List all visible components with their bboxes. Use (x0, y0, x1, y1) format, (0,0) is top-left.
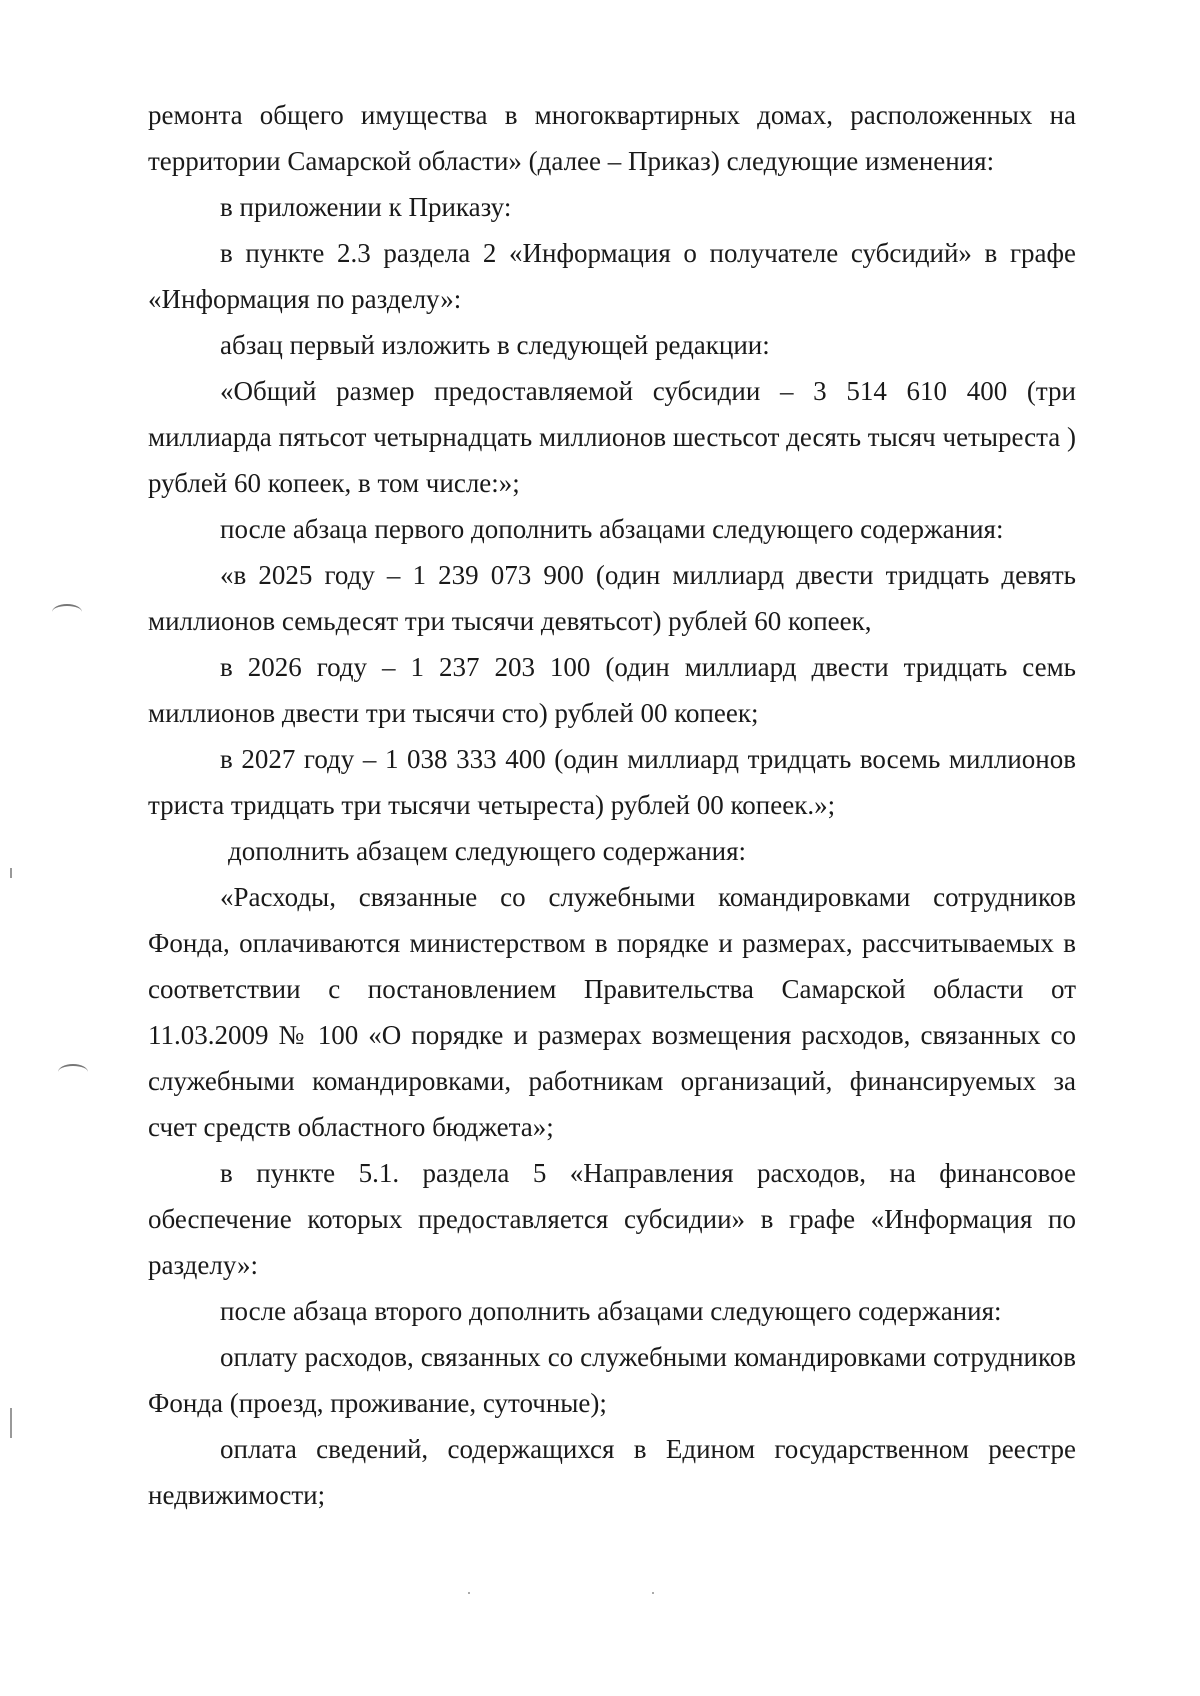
paragraph-4: абзац первый изложить в следующей редакции: (220, 330, 770, 360)
paragraph-9: в 2027 году – 1 038 333 400 (один миллиард тридцать восемь миллионов триста тридцать три тысячи четыреста) рублей 00 копеек.»; (148, 744, 1076, 820)
paragraph-6: после абзаца первого дополнить абзацами следующего содержания: (220, 514, 1004, 544)
scan-mark-left-lower (10, 1408, 12, 1438)
paragraph-11: «Расходы, связанные со служебными командировками сотрудников Фонда, оплачиваются министерством в порядке и размерах, рассчитываемых в соответствии с постановлением Правительства Самарской области от 11.03.2009 № 100 «О порядке и размерах возмещения расходов, связанных со служебными командировками, работникам организаций, финансируемых за счет средств областного бюджета»; (148, 882, 1076, 1142)
punch-hole-mark-top (52, 604, 82, 620)
paragraph-8: в 2026 году – 1 237 203 100 (один миллиард двести тридцать семь миллионов двести три тысячи сто) рублей 00 копеек; (148, 652, 1076, 728)
paragraph-10: дополнить абзацем следующего содержания: (228, 836, 747, 866)
paragraph-12: в пункте 5.1. раздела 5 «Направления расходов, на финансовое обеспечение которых предоставляется субсидии» в графе «Информация по разделу»: (148, 1158, 1076, 1280)
paragraph-14: оплату расходов, связанных со служебными командировками сотрудников Фонда (проезд, проживание, суточные); (148, 1342, 1076, 1418)
paragraph-2: в приложении к Приказу: (220, 192, 512, 222)
document-body (148, 92, 1076, 1518)
paragraph-13: после абзаца второго дополнить абзацами следующего содержания: (220, 1296, 1002, 1326)
scan-dot-1 (468, 1592, 470, 1594)
paragraph-3: в пункте 2.3 раздела 2 «Информация о получателе субсидий» в графе «Информация по разделу»: (148, 238, 1076, 314)
scan-dot-2 (652, 1592, 654, 1594)
scan-mark-left (10, 868, 12, 878)
punch-hole-mark-bottom (58, 1064, 88, 1080)
paragraph-5: «Общий размер предоставляемой субсидии – 3 514 610 400 (три миллиарда пятьсот четырнадцать миллионов шестьсот десять тысяч четыреста ) рублей 60 копеек, в том числе:»; (148, 376, 1076, 498)
paragraph-1: ремонта общего имущества в многоквартирных домах, расположенных на территории Самарской области» (далее – Приказ) следующие изменения: (148, 100, 1076, 176)
paragraph-7: «в 2025 году – 1 239 073 900 (один миллиард двести тридцать девять миллионов семьдесят три тысячи девятьсот) рублей 60 копеек, (148, 560, 1076, 636)
paragraph-15: оплата сведений, содержащихся в Едином государственном реестре недвижимости; (148, 1434, 1076, 1510)
